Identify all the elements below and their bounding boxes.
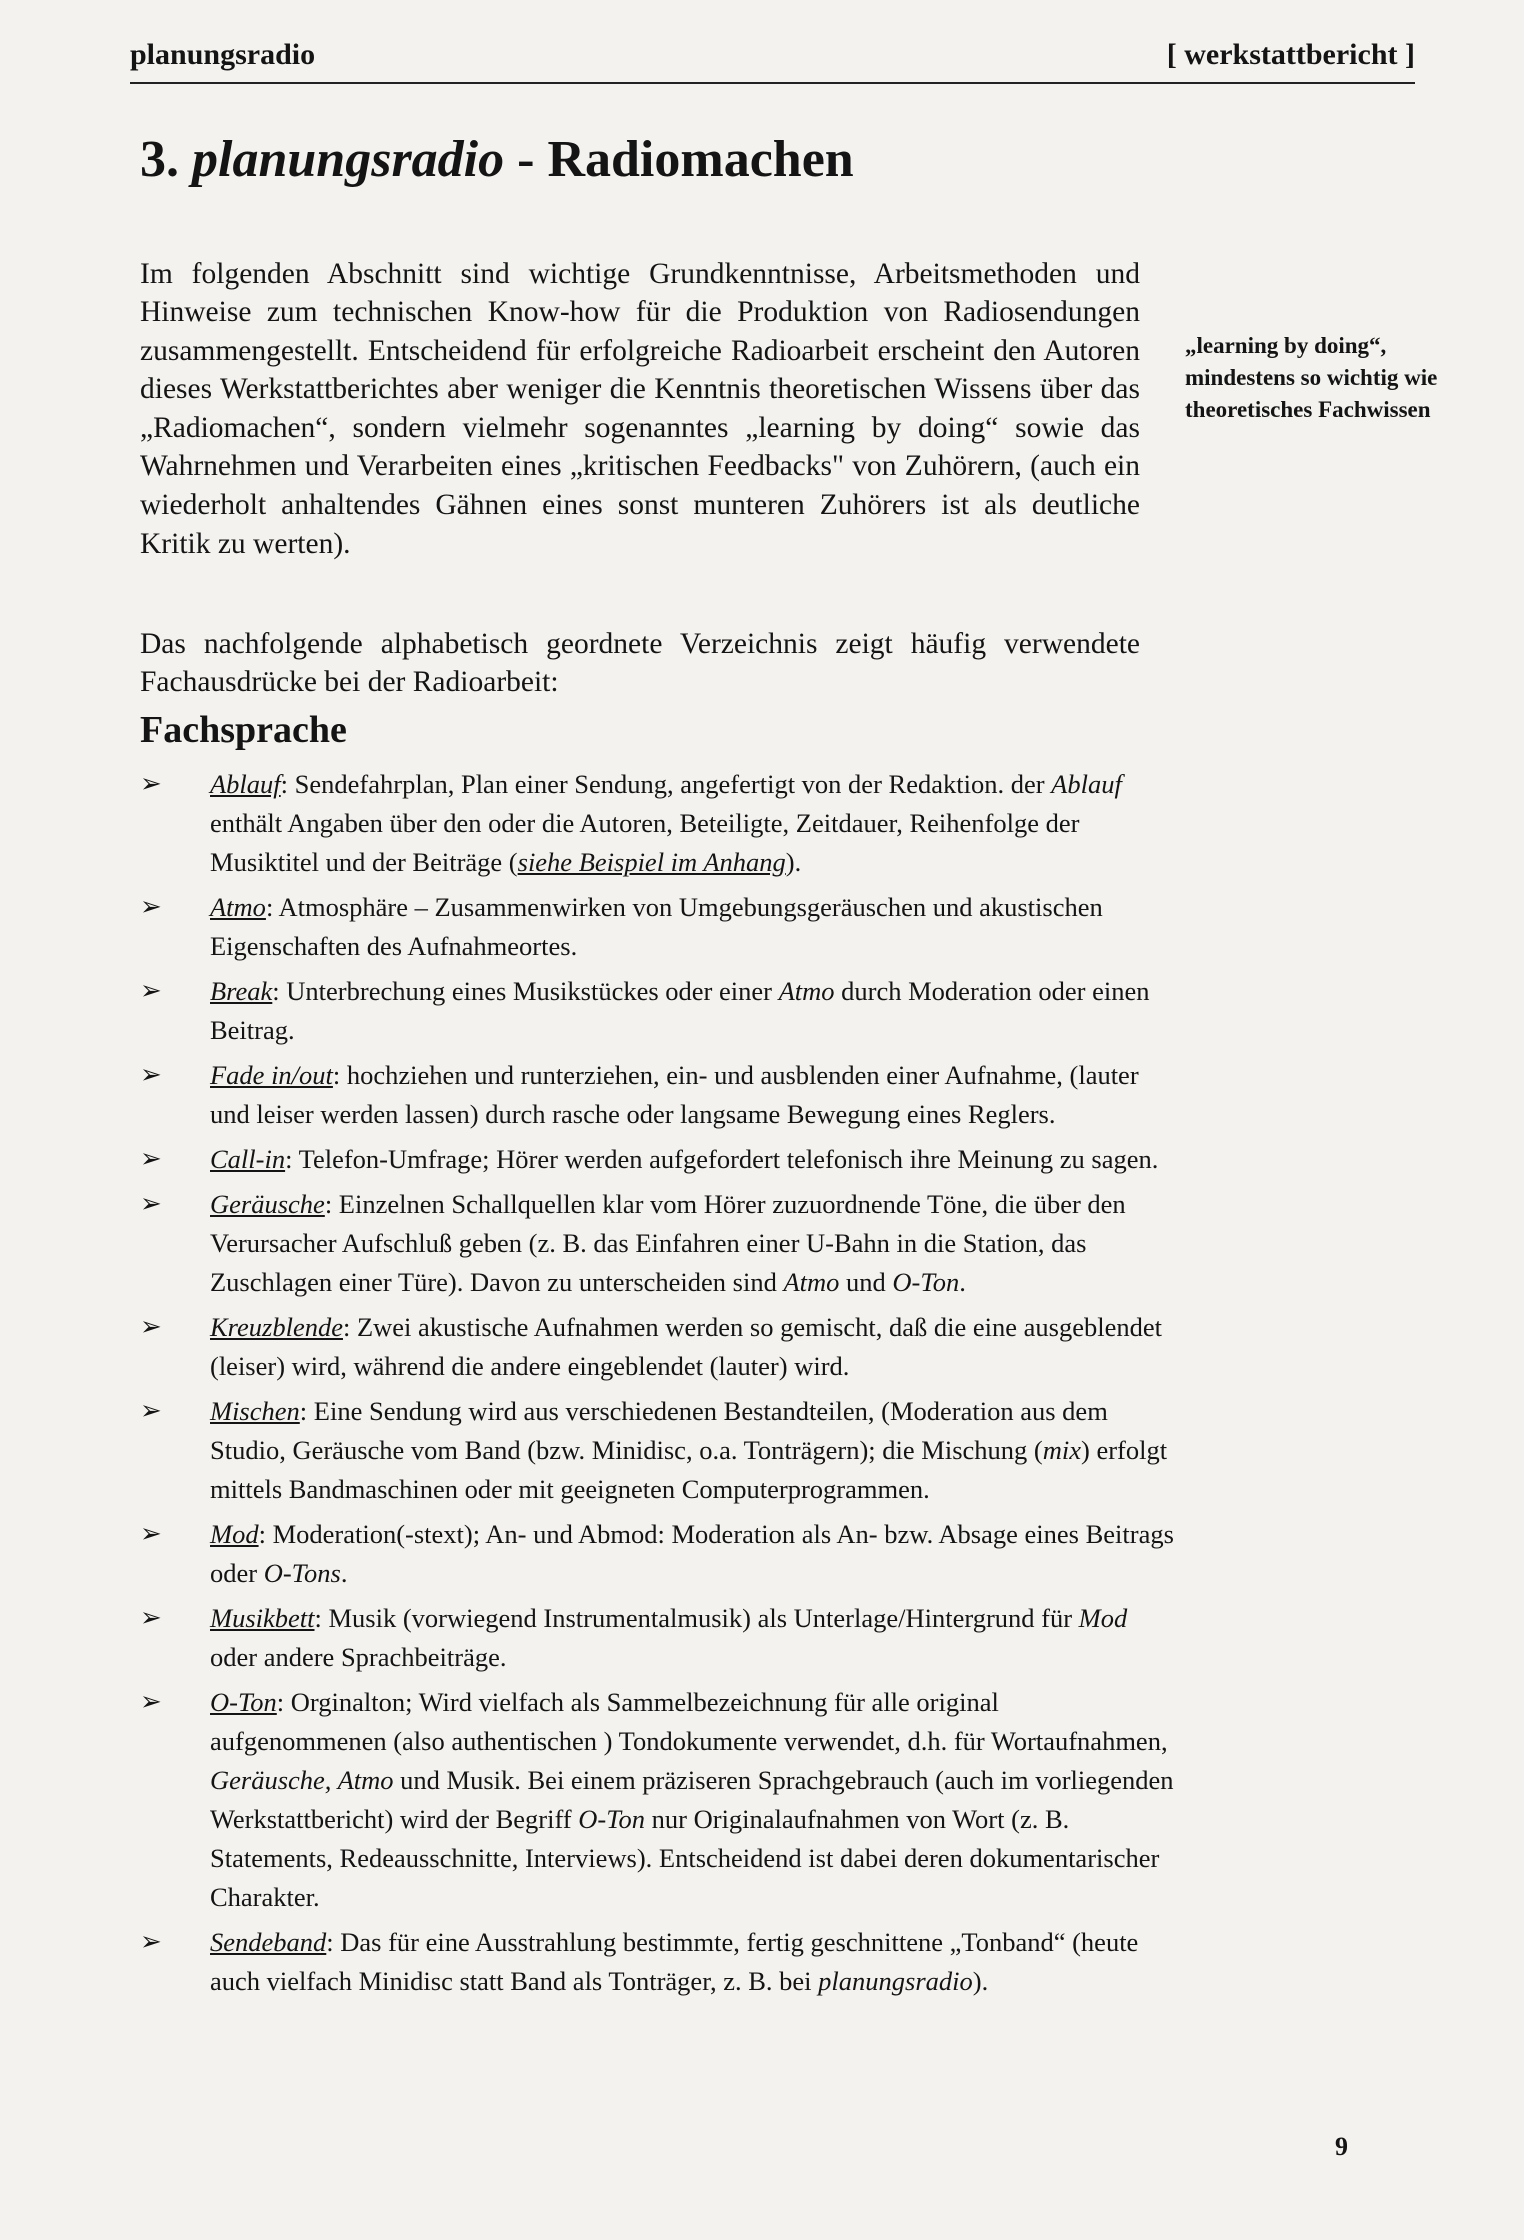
glossary-term: Musikbett: [210, 1603, 315, 1633]
definition-italic: Geräusche, Atmo: [210, 1765, 394, 1795]
glossary-term: Geräusche: [210, 1189, 325, 1219]
definition-text: .: [959, 1267, 966, 1297]
arrow-bullet-icon: ➢: [140, 892, 162, 922]
appendix-reference: siehe Beispiel im Anhang: [517, 847, 786, 877]
definition-italic: Mod: [1078, 1603, 1128, 1633]
definition-text: .: [340, 1558, 348, 1588]
definition-text: und: [839, 1267, 893, 1297]
definition-italic: O-Ton: [892, 1267, 960, 1297]
intro-paragraph: Im folgenden Abschnitt sind wichtige Grundkenntnisse, Arbeitsmethoden und Hinweise zum technischen Know-how für die Produktion von Radiosendungen zusammengestellt. Entscheidend für erfolgreiche Radioarbeit erscheint den Autoren dieses Werkstattberichtes aber weniger die Kenntnis theoretischen Wissens über das „Radiomachen“, sondern vielmehr sogenanntes „learning by doing“ sowie das Wahrnehmen und Verarbeiten eines „kritischen Feedbacks" von Zuhörern, (auch ein wiederholt anhaltendes Gähnen eines sonst munteren Zuhörers ist als deutliche Kritik zu werten).: [140, 257, 1140, 560]
definition-text: : Eine Sendung wird aus verschiedenen Bestandteilen, (Moderation aus dem Studio, Geräusche vom Band (bzw. Minidisc, o.a. Tonträgern); die Mischung (: [210, 1396, 1108, 1465]
definition-text: oder andere Sprachbeiträge.: [210, 1642, 507, 1672]
definition-text: : hochziehen und runterziehen, ein- und ausblenden einer Aufnahme, (lauter und leiser werden lassen) durch rasche oder langsame Bewegung eines Reglers.: [210, 1060, 1139, 1129]
definition-text: : Telefon-Umfrage; Hörer werden aufgefordert telefonisch ihre Meinung zu sagen.: [285, 1144, 1159, 1174]
arrow-bullet-icon: ➢: [140, 1687, 162, 1717]
glossary-list: [140, 765, 1180, 2007]
definition-text: ) erfolgt mittels Bandmaschinen oder mit geeigneten Computerprogrammen.: [210, 1435, 1168, 1504]
definition-text: : Atmosphäre – Zusammenwirken von Umgebungsgeräuschen und akustischen Eigenschaften des Aufnahmeortes.: [210, 892, 1103, 961]
glossary-term: Atmo: [210, 892, 266, 922]
glossary-item-mod: [140, 1515, 1180, 1593]
definition-text: : Einzelnen Schallquellen klar vom Hörer zuzuordnende Töne, die über den Verursacher Aufschluß geben (z. B. das Einfahren einer U-Bahn in die Station, das Zuschlagen einer Türe). Davon zu unterscheiden sind: [210, 1189, 1126, 1297]
definition-text: ).: [972, 1966, 989, 1996]
glossary-item-ablauf: [140, 765, 1180, 882]
arrow-bullet-icon: ➢: [140, 1144, 162, 1174]
section-heading: Fachsprache: [140, 709, 347, 751]
definition-italic: Atmo: [778, 976, 835, 1006]
title-italic: planungsradio: [192, 131, 505, 188]
arrow-bullet-icon: ➢: [140, 1603, 162, 1633]
glossary-term: Kreuzblende: [210, 1312, 343, 1342]
arrow-bullet-icon: ➢: [140, 1060, 162, 1090]
header-left: planungsradio: [130, 38, 316, 71]
glossary-term: Fade in/out: [210, 1060, 333, 1090]
intro-paragraph-2: Das nachfolgende alphabetisch geordnete Verzeichnis zeigt häufig verwendete Fachausdrücke bei der Radioarbeit:: [140, 627, 1140, 699]
page-number: 9: [1335, 2132, 1348, 2161]
glossary-term: Call-in: [210, 1144, 286, 1174]
arrow-bullet-icon: ➢: [140, 1519, 162, 1549]
glossary-item-fade: [140, 1056, 1180, 1134]
glossary-term: Ablauf: [210, 769, 281, 799]
definition-italic: planungsradio: [818, 1966, 973, 1996]
running-header: [130, 34, 1415, 84]
section-title: [140, 130, 854, 189]
glossary-term: Mischen: [210, 1396, 300, 1426]
glossary-term: Mod: [210, 1519, 259, 1549]
definition-italic: Ablauf: [1051, 769, 1122, 799]
glossary-term: O-Ton: [210, 1687, 277, 1717]
glossary-item-sendeband: [140, 1923, 1180, 2001]
arrow-bullet-icon: ➢: [140, 976, 162, 1006]
definition-text: : Das für eine Ausstrahlung bestimmte, fertig geschnittene „Tonband“ (heute auch vielfach Minidisc statt Band als Tonträger, z. B. bei: [210, 1927, 1139, 1996]
definition-italic: O-Ton: [578, 1804, 646, 1834]
glossary-item-kreuzblende: [140, 1308, 1180, 1386]
glossary-item-break: [140, 972, 1180, 1050]
definition-text: : Sendefahrplan, Plan einer Sendung, angefertigt von der Redaktion. der: [280, 769, 1052, 799]
glossary-term: Break: [210, 976, 273, 1006]
definition-text: : Moderation(-stext); An- und Abmod: Moderation als An- bzw. Absage eines Beitrags oder: [210, 1519, 1174, 1588]
definition-text: enthält Angaben über den oder die Autoren, Beteiligte, Zeitdauer, Reihenfolge der Musiktitel und der Beiträge (: [210, 808, 1080, 877]
definition-text: durch Moderation oder einen Beitrag.: [210, 976, 1150, 1045]
glossary-item-geraeusche: [140, 1185, 1180, 1302]
glossary-item-o-ton: [140, 1683, 1180, 1917]
glossary-item-atmo: [140, 888, 1180, 966]
margin-note: „learning by doing“, mindestens so wichtig wie theoretisches Fachwissen: [1185, 333, 1438, 422]
glossary-item-mischen: [140, 1392, 1180, 1509]
arrow-bullet-icon: ➢: [140, 1396, 162, 1426]
definition-text: und Musik. Bei einem präziseren Sprachgebrauch (auch im vorliegenden Werkstattbericht) wird der Begriff: [210, 1765, 1174, 1834]
definition-text: : Musik (vorwiegend Instrumentalmusik) als Unterlage/Hintergrund für: [314, 1603, 1079, 1633]
title-rest: - Radiomachen: [504, 131, 854, 188]
definition-text: ).: [785, 847, 802, 877]
definition-italic: O-Tons: [263, 1558, 341, 1588]
arrow-bullet-icon: ➢: [140, 1312, 162, 1342]
title-number: 3.: [140, 131, 179, 188]
definition-italic: mix: [1042, 1435, 1081, 1465]
glossary-term: Sendeband: [210, 1927, 327, 1957]
arrow-bullet-icon: ➢: [140, 1927, 162, 1957]
definition-text: : Zwei akustische Aufnahmen werden so gemischt, daß die eine ausgeblendet (leiser) wird, während die andere eingeblendet (lauter) wird.: [210, 1312, 1163, 1381]
header-right: [ werkstattbericht ]: [1166, 38, 1415, 71]
arrow-bullet-icon: ➢: [140, 1189, 162, 1219]
glossary-item-musikbett: [140, 1599, 1180, 1677]
glossary-item-call-in: [140, 1140, 1180, 1179]
definition-italic: Atmo: [783, 1267, 840, 1297]
definition-text: nur Originalaufnahmen von Wort (z. B. Statements, Redeausschnitte, Interviews). Entscheidend ist dabei deren dokumentarischer Charakter.: [210, 1804, 1160, 1912]
definition-text: : Orginalton; Wird vielfach als Sammelbezeichnung für alle original aufgenommenen (also authentischen ) Tondokumente verwendet, d.h. für Wortaufnahmen,: [210, 1687, 1168, 1756]
arrow-bullet-icon: ➢: [140, 769, 162, 799]
definition-text: : Unterbrechung eines Musikstückes oder einer: [272, 976, 779, 1006]
